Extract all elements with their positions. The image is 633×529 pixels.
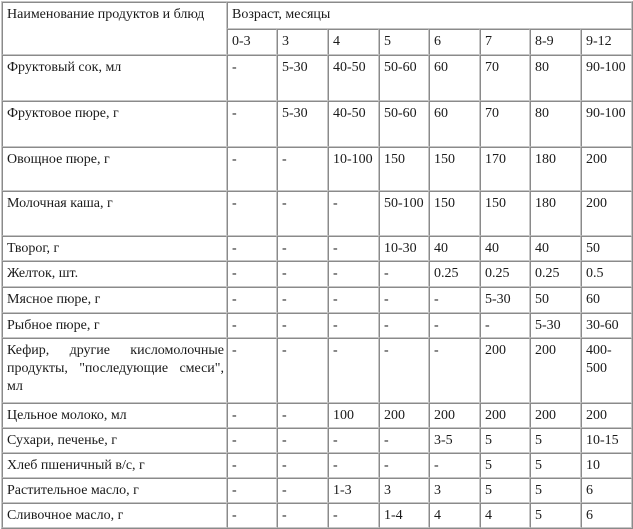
value-cell: 150 xyxy=(379,147,429,191)
value-cell: - xyxy=(379,287,429,313)
value-cell: 50-100 xyxy=(379,191,429,236)
value-cell: - xyxy=(480,313,530,338)
value-cell: - xyxy=(379,453,429,478)
value-cell: - xyxy=(277,191,328,236)
value-cell: - xyxy=(379,428,429,453)
value-cell: - xyxy=(227,55,277,101)
value-cell: 70 xyxy=(480,101,530,147)
value-cell: - xyxy=(429,338,480,403)
product-name-cell: Растительное масло, г xyxy=(2,478,227,503)
value-cell: 150 xyxy=(429,191,480,236)
value-cell: - xyxy=(277,453,328,478)
value-cell: 0.25 xyxy=(480,261,530,287)
value-cell: 200 xyxy=(530,403,581,428)
value-cell: 70 xyxy=(480,55,530,101)
value-cell: 5 xyxy=(530,428,581,453)
value-cell: 0.5 xyxy=(581,261,632,287)
value-cell: - xyxy=(277,428,328,453)
value-cell: - xyxy=(328,338,379,403)
product-name-cell: Кефир, другие кисломолочные продукты, "последующие смеси", мл xyxy=(2,338,227,403)
value-cell: - xyxy=(328,261,379,287)
value-cell: - xyxy=(277,313,328,338)
value-cell: - xyxy=(379,313,429,338)
value-cell: 3-5 xyxy=(429,428,480,453)
value-cell: 0.25 xyxy=(530,261,581,287)
value-cell: 0.25 xyxy=(429,261,480,287)
value-cell: - xyxy=(227,313,277,338)
value-cell: 50 xyxy=(530,287,581,313)
age-header-cell: 6 xyxy=(429,29,480,55)
value-cell: 5 xyxy=(480,453,530,478)
table-row xyxy=(2,147,632,191)
value-cell: 1-4 xyxy=(379,503,429,528)
table-row xyxy=(2,287,632,313)
value-cell: 3 xyxy=(429,478,480,503)
value-cell: 50-60 xyxy=(379,101,429,147)
value-cell: 1-3 xyxy=(328,478,379,503)
value-cell: - xyxy=(227,191,277,236)
value-cell: - xyxy=(277,261,328,287)
value-cell: - xyxy=(328,191,379,236)
value-cell: 4 xyxy=(480,503,530,528)
value-cell: 5 xyxy=(530,453,581,478)
value-cell: - xyxy=(227,403,277,428)
value-cell: 40 xyxy=(429,236,480,261)
table-row xyxy=(2,403,632,428)
value-cell: 40-50 xyxy=(328,101,379,147)
product-name-cell: Мясное пюре, г xyxy=(2,287,227,313)
value-cell: 5 xyxy=(530,503,581,528)
value-cell: - xyxy=(429,313,480,338)
product-name-cell: Сухари, печенье, г xyxy=(2,428,227,453)
product-name-cell: Фруктовый сок, мл xyxy=(2,55,227,101)
value-cell: - xyxy=(277,287,328,313)
value-cell: - xyxy=(328,503,379,528)
value-cell: - xyxy=(227,503,277,528)
value-cell: - xyxy=(328,313,379,338)
product-name-cell: Творог, г xyxy=(2,236,227,261)
value-cell: - xyxy=(277,147,328,191)
value-cell: - xyxy=(227,147,277,191)
table-row xyxy=(2,236,632,261)
product-name-cell: Молочная каша, г xyxy=(2,191,227,236)
value-cell: - xyxy=(227,453,277,478)
value-cell: 200 xyxy=(530,338,581,403)
header-row xyxy=(2,2,632,29)
product-name-cell: Рыбное пюре, г xyxy=(2,313,227,338)
value-cell: 6 xyxy=(581,478,632,503)
table-row xyxy=(2,453,632,478)
value-cell: - xyxy=(328,428,379,453)
value-cell: - xyxy=(277,503,328,528)
value-cell: 5-30 xyxy=(277,101,328,147)
value-cell: - xyxy=(379,338,429,403)
value-cell: 5-30 xyxy=(530,313,581,338)
product-name-cell: Хлеб пшеничный в/с, г xyxy=(2,453,227,478)
value-cell: - xyxy=(227,478,277,503)
age-header-cell: 5 xyxy=(379,29,429,55)
value-cell: - xyxy=(227,261,277,287)
table-body xyxy=(2,2,632,528)
age-header-cell: 9-12 xyxy=(581,29,632,55)
value-cell: 400-500 xyxy=(581,338,632,403)
product-name-cell: Фруктовое пюре, г xyxy=(2,101,227,147)
value-cell: 30-60 xyxy=(581,313,632,338)
value-cell: - xyxy=(227,236,277,261)
table-row xyxy=(2,478,632,503)
value-cell: 200 xyxy=(581,191,632,236)
value-cell: 4 xyxy=(429,503,480,528)
value-cell: 90-100 xyxy=(581,55,632,101)
value-cell: 40 xyxy=(480,236,530,261)
value-cell: 180 xyxy=(530,191,581,236)
value-cell: - xyxy=(277,338,328,403)
value-cell: - xyxy=(277,478,328,503)
value-cell: 150 xyxy=(429,147,480,191)
age-header-cell: 8-9 xyxy=(530,29,581,55)
value-cell: 100 xyxy=(328,403,379,428)
value-cell: 5-30 xyxy=(480,287,530,313)
value-cell: 50-60 xyxy=(379,55,429,101)
table-row xyxy=(2,191,632,236)
table-row xyxy=(2,55,632,101)
value-cell: 5 xyxy=(480,428,530,453)
value-cell: 80 xyxy=(530,101,581,147)
age-header-cell: 4 xyxy=(328,29,379,55)
value-cell: 180 xyxy=(530,147,581,191)
value-cell: 5 xyxy=(480,478,530,503)
value-cell: 200 xyxy=(480,338,530,403)
table-row xyxy=(2,338,632,403)
value-cell: 40-50 xyxy=(328,55,379,101)
value-cell: 60 xyxy=(429,55,480,101)
product-name-cell: Сливочное масло, г xyxy=(2,503,227,528)
value-cell: 200 xyxy=(480,403,530,428)
value-cell: 10 xyxy=(581,453,632,478)
value-cell: 10-100 xyxy=(328,147,379,191)
product-name-cell: Желток, шт. xyxy=(2,261,227,287)
value-cell: 80 xyxy=(530,55,581,101)
value-cell: 10-15 xyxy=(581,428,632,453)
value-cell: 200 xyxy=(379,403,429,428)
age-header-cell: 3 xyxy=(277,29,328,55)
value-cell: 10-30 xyxy=(379,236,429,261)
value-cell: 60 xyxy=(429,101,480,147)
table-row xyxy=(2,261,632,287)
age-header-cell: 7 xyxy=(480,29,530,55)
product-name-cell: Цельное молоко, мл xyxy=(2,403,227,428)
value-cell: 60 xyxy=(581,287,632,313)
table-row xyxy=(2,313,632,338)
table-row xyxy=(2,101,632,147)
product-column-header: Наименование продуктов и блюд xyxy=(2,2,227,55)
value-cell: 200 xyxy=(429,403,480,428)
age-header-cell: 0-3 xyxy=(227,29,277,55)
value-cell: 5-30 xyxy=(277,55,328,101)
value-cell: - xyxy=(328,236,379,261)
product-name-cell: Овощное пюре, г xyxy=(2,147,227,191)
table-row xyxy=(2,503,632,528)
value-cell: - xyxy=(429,453,480,478)
value-cell: 50 xyxy=(581,236,632,261)
table-row xyxy=(2,428,632,453)
value-cell: - xyxy=(277,236,328,261)
value-cell: - xyxy=(227,338,277,403)
value-cell: 150 xyxy=(480,191,530,236)
value-cell: 5 xyxy=(530,478,581,503)
value-cell: - xyxy=(379,261,429,287)
value-cell: - xyxy=(277,403,328,428)
feeding-table xyxy=(1,1,633,529)
value-cell: 170 xyxy=(480,147,530,191)
value-cell: - xyxy=(227,428,277,453)
value-cell: 200 xyxy=(581,147,632,191)
age-group-header: Возраст, месяцы xyxy=(227,2,632,29)
value-cell: 3 xyxy=(379,478,429,503)
value-cell: - xyxy=(227,287,277,313)
value-cell: - xyxy=(328,287,379,313)
value-cell: 90-100 xyxy=(581,101,632,147)
value-cell: 200 xyxy=(581,403,632,428)
value-cell: - xyxy=(328,453,379,478)
value-cell: 6 xyxy=(581,503,632,528)
value-cell: - xyxy=(429,287,480,313)
value-cell: - xyxy=(227,101,277,147)
value-cell: 40 xyxy=(530,236,581,261)
